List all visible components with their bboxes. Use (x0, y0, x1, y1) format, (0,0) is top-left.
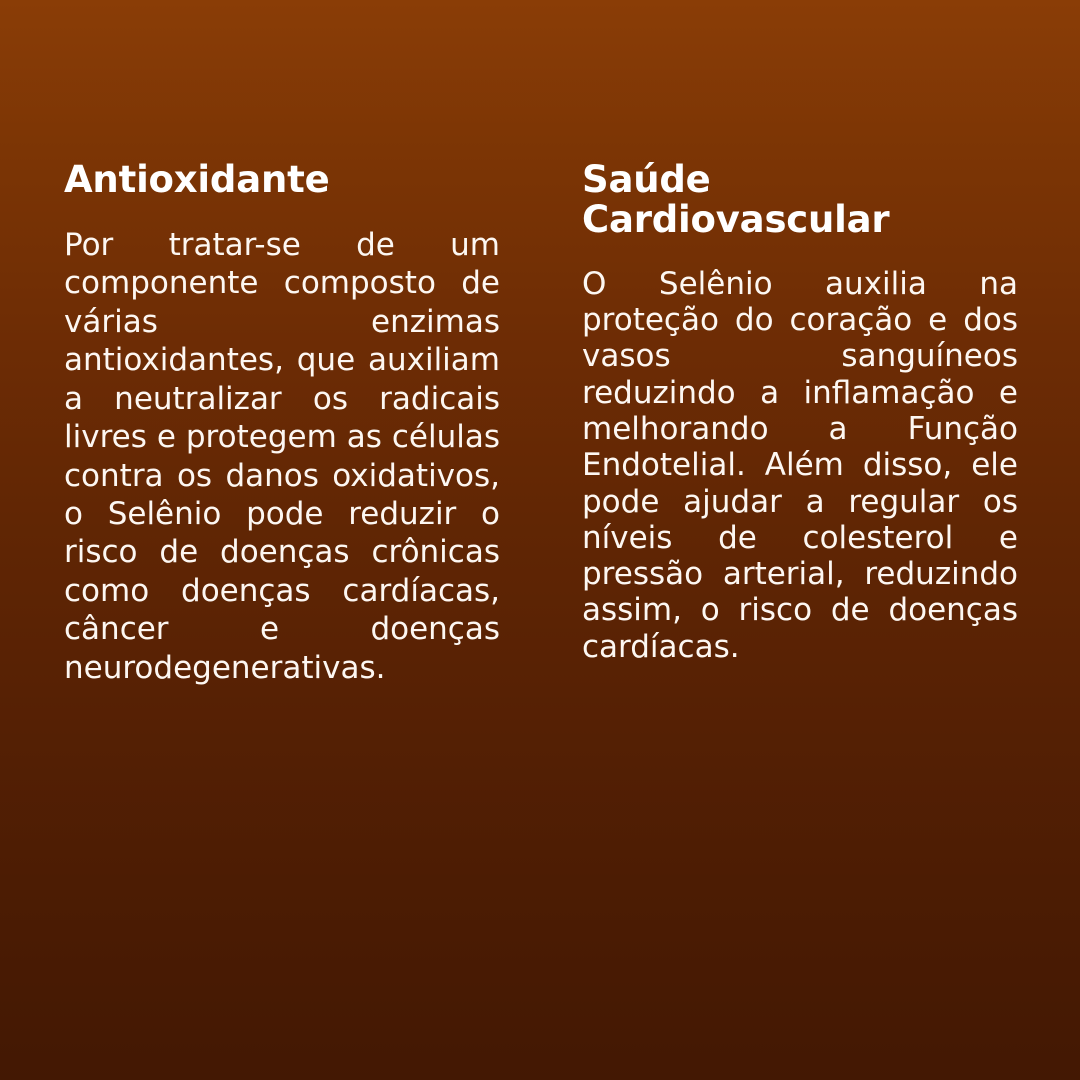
two-column-content (64, 160, 1024, 687)
column-body-saude-cardiovascular: O Selênio auxilia na proteção do coração e dos vasos sanguíneos reduzindo a inflamação e melhorando a Função Endotelial. Além disso, ele pode ajudar a regular os níveis de colesterol e pressão arterial, reduzindo assim, o risco de doenças cardíacas. (582, 265, 1018, 665)
column-body-antioxidante: Por tratar-se de um componente composto de várias enzimas antioxidantes, que auxiliam a neutralizar os radicais livres e protegem as células contra os danos oxidativos, o Selênio pode reduzir o risco de doenças crônicas como doenças cardíacas, câncer e doenças neurodegenerativas. (64, 226, 500, 686)
column-antioxidante (64, 160, 500, 687)
column-title-antioxidante: Antioxidante (64, 158, 330, 201)
column-title-saude-cardiovascular: Saúde Cardiovascular (582, 158, 890, 241)
column-saude-cardiovascular (582, 160, 1018, 665)
